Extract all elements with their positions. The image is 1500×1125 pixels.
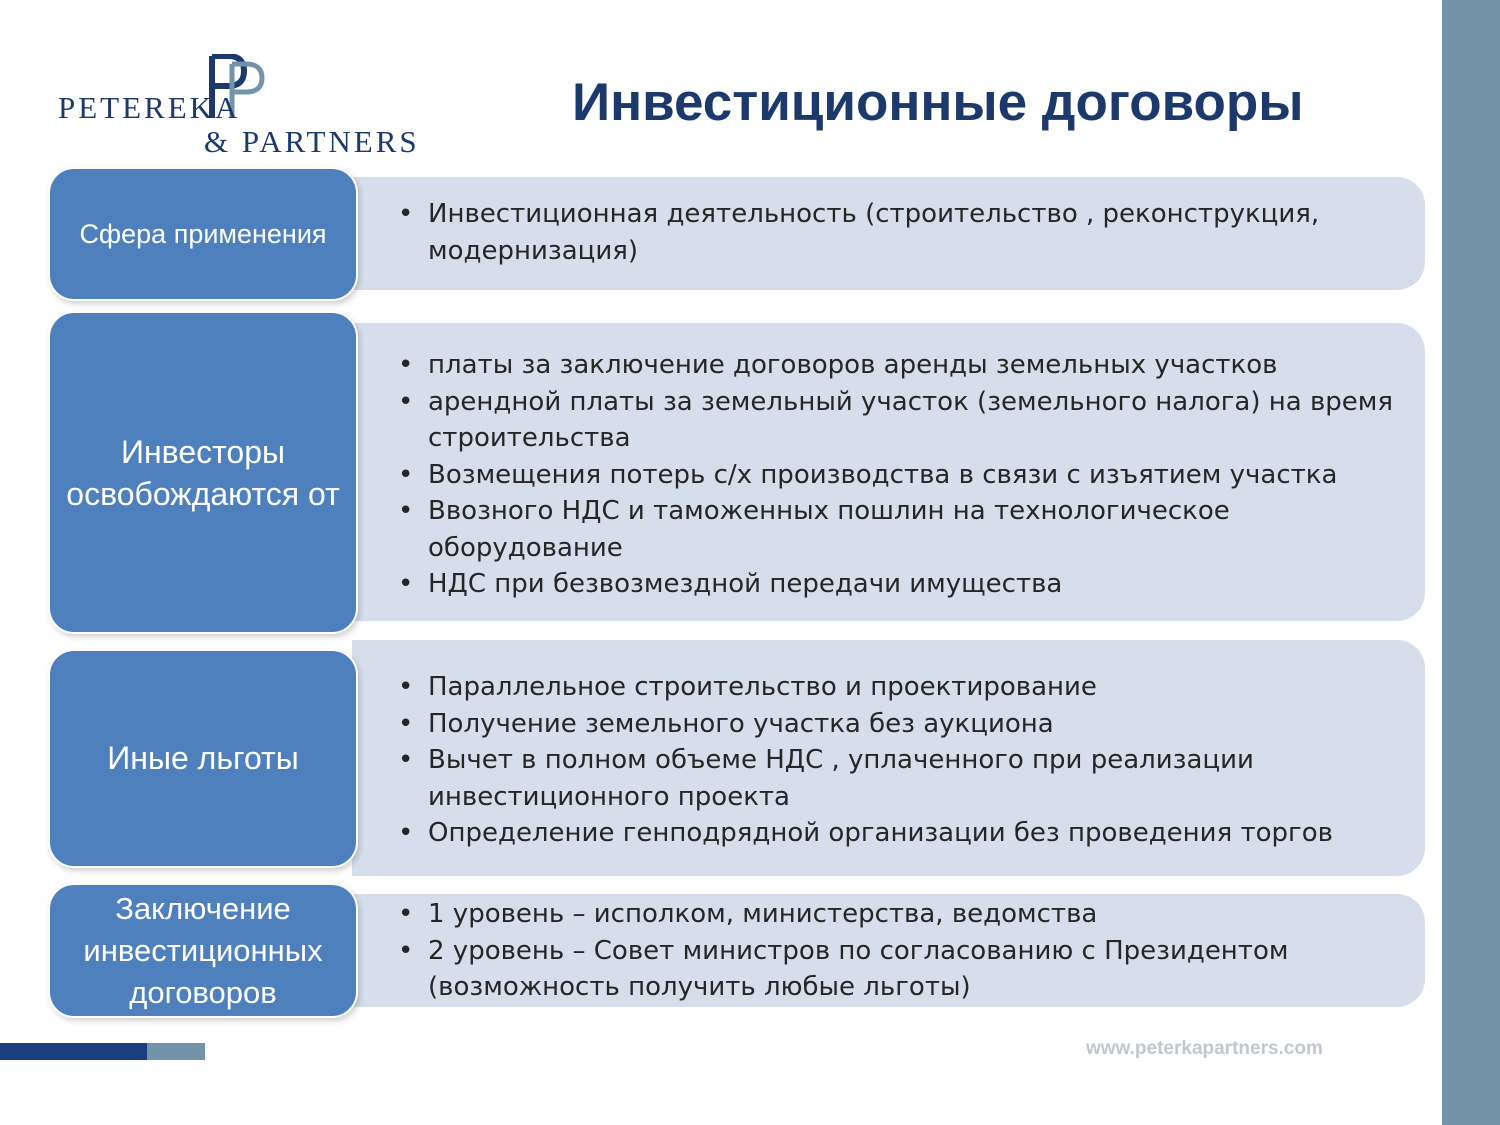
list-item: • Возмещения потерь с/х производства в связи с изъятием участка	[398, 457, 1425, 494]
list-item: • Инвестиционная деятельность (строительство , реконструкция, модернизация)	[398, 196, 1425, 269]
section-label-other-benefits: Иные льготы	[48, 649, 358, 868]
bullet-list	[398, 896, 1425, 1006]
bullet-list	[398, 196, 1425, 269]
section-label-exemptions: Инвесторы освобождаются от	[48, 311, 358, 634]
section-panel-scope	[352, 177, 1425, 290]
list-item: • 1 уровень – исполком, министерства, ведомства	[398, 896, 1425, 933]
section-label-scope: Сфера применения	[48, 167, 358, 301]
section-label-conclusion: Заключение инвестиционных договоров	[48, 883, 358, 1018]
list-item: • Параллельное строительство и проектирование	[398, 669, 1425, 706]
list-item: • 2 уровень – Совет министров по согласованию с Президентом (возможность получить любые льготы)	[398, 933, 1425, 1006]
list-item: • платы за заключение договоров аренды земельных участков	[398, 347, 1425, 384]
section-panel-conclusion	[352, 894, 1425, 1007]
company-logo	[56, 54, 420, 159]
list-item: • НДС при безвозмездной передачи имущества	[398, 566, 1425, 603]
section-panel-other-benefits	[352, 640, 1425, 876]
bullet-list	[398, 669, 1425, 852]
bullet-list	[398, 347, 1425, 603]
section-panel-exemptions	[352, 323, 1425, 621]
footer-url: www.peterkapartners.com	[1086, 1038, 1323, 1059]
list-item: • Вычет в полном объеме НДС , уплаченного при реализации инвестиционного проекта	[398, 742, 1425, 815]
logo-word-partners: & PARTNERS	[204, 124, 420, 159]
list-item: • Получение земельного участка без аукциона	[398, 706, 1425, 743]
list-item: • Определение генподрядной организации без проведения торгов	[398, 815, 1425, 852]
list-item: • арендной платы за земельный участок (земельного налога) на время строительства	[398, 384, 1425, 457]
page-title: Инвестиционные договоры	[572, 73, 1304, 132]
right-side-bar	[1442, 0, 1500, 1125]
footer-bar-light	[147, 1043, 205, 1060]
footer-bar-dark	[0, 1043, 147, 1060]
list-item: • Ввозного НДС и таможенных пошлин на технологическое оборудование	[398, 493, 1425, 566]
logo-word-peterka: PETEREKA	[58, 90, 241, 125]
